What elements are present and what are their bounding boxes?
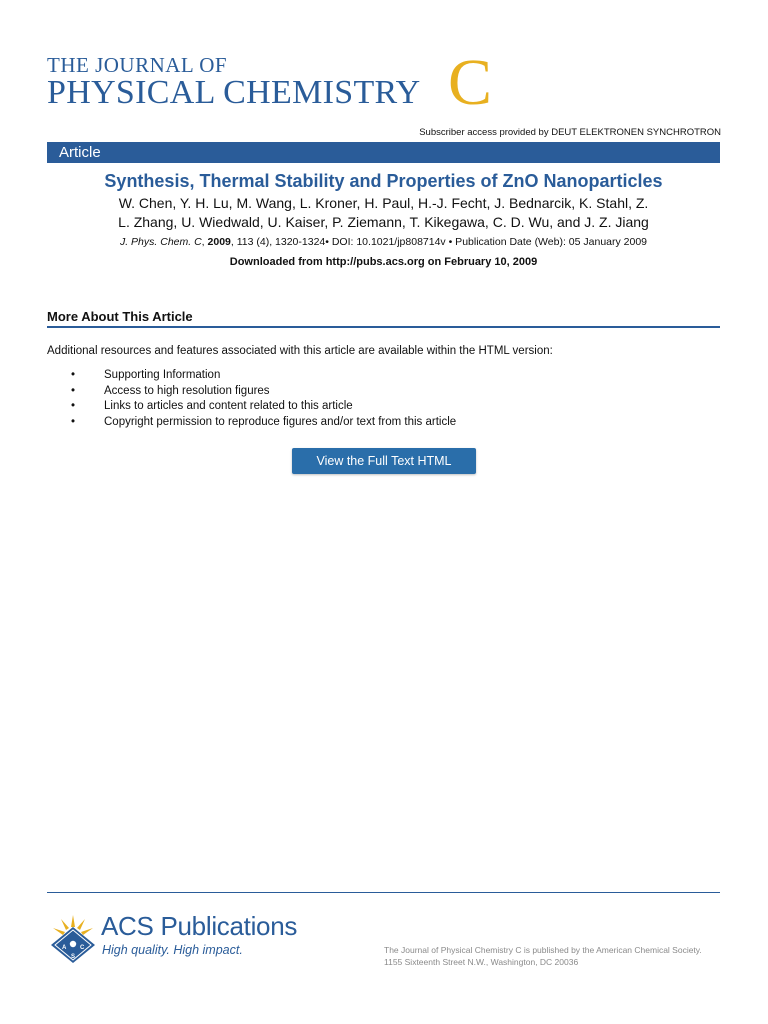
- citation-journal: J. Phys. Chem. C: [119, 236, 202, 248]
- list-item: [47, 400, 687, 416]
- resources-list: [47, 369, 687, 432]
- bullet-icon: •: [71, 416, 76, 429]
- footer-divider: [47, 892, 720, 893]
- publisher-note: The Journal of Physical Chemistry C is published by the American Chemical Society. 1155 Sixteenth Street N.W., Washington, DC 20036: [384, 945, 702, 967]
- list-item-text: Supporting Information: [104, 369, 221, 381]
- article-type-bar: [47, 142, 720, 163]
- author-line-2: L. Zhang, U. Wiedwald, U. Kaiser, P. Ziemann, T. Kikegawa, C. D. Wu, and J. Z. Jiang: [118, 214, 649, 230]
- bullet-icon: •: [71, 400, 76, 413]
- bullet-icon: •: [71, 384, 76, 397]
- list-item-text: Copyright permission to reproduce figures and/or text from this article: [104, 416, 457, 429]
- journal-name-line1: THE JOURNAL OF: [47, 53, 228, 77]
- resources-intro: Additional resources and features associated with this article are available within the HTML version:: [47, 345, 553, 357]
- article-type-label: Article: [59, 144, 101, 161]
- list-item-text: Access to high resolution figures: [104, 384, 270, 397]
- citation-line: [47, 236, 720, 248]
- citation-details: , 113 (4), 1320-1324• DOI: 10.1021/jp808714v • Publication Date (Web): 05 January 2009: [230, 236, 648, 248]
- download-notice: Downloaded from http://pubs.acs.org on February 10, 2009: [229, 256, 538, 268]
- citation-separator: ,: [201, 236, 208, 248]
- subscriber-access-note: Subscriber access provided by DEUT ELEKTRONEN SYNCHROTRON: [419, 127, 721, 138]
- acs-logo-icon[interactable]: [47, 913, 99, 965]
- acs-publications-brand[interactable]: ACS Publications: [101, 911, 298, 941]
- logo-letter-a: A: [62, 945, 67, 951]
- more-about-heading: More About This Article: [47, 309, 193, 324]
- list-item: [47, 385, 687, 401]
- journal-letter-c: C: [448, 46, 493, 119]
- list-item: [47, 369, 687, 385]
- view-full-text-button[interactable]: View the Full Text HTML: [292, 448, 476, 474]
- journal-name-line2: PHYSICAL CHEMISTRY: [47, 74, 421, 111]
- citation-year: 2009: [207, 236, 231, 248]
- article-title[interactable]: Synthesis, Thermal Stability and Properties of ZnO Nanoparticles: [104, 171, 663, 191]
- author-line-1: W. Chen, Y. H. Lu, M. Wang, L. Kroner, H. Paul, H.-J. Fecht, J. Bednarcik, K. Stahl, Z.: [118, 195, 649, 211]
- logo-letter-c: C: [80, 945, 85, 951]
- logo-letter-s: S: [71, 954, 76, 960]
- author-list: [47, 194, 720, 232]
- acs-emblem-svg: [47, 913, 99, 965]
- bullet-icon: •: [71, 369, 76, 381]
- emblem-center-icon: [70, 941, 76, 947]
- list-item: [47, 416, 687, 432]
- acs-tagline: High quality. High impact.: [102, 943, 243, 957]
- section-divider: [47, 326, 720, 328]
- list-item-text: Links to articles and content related to this article: [104, 400, 353, 413]
